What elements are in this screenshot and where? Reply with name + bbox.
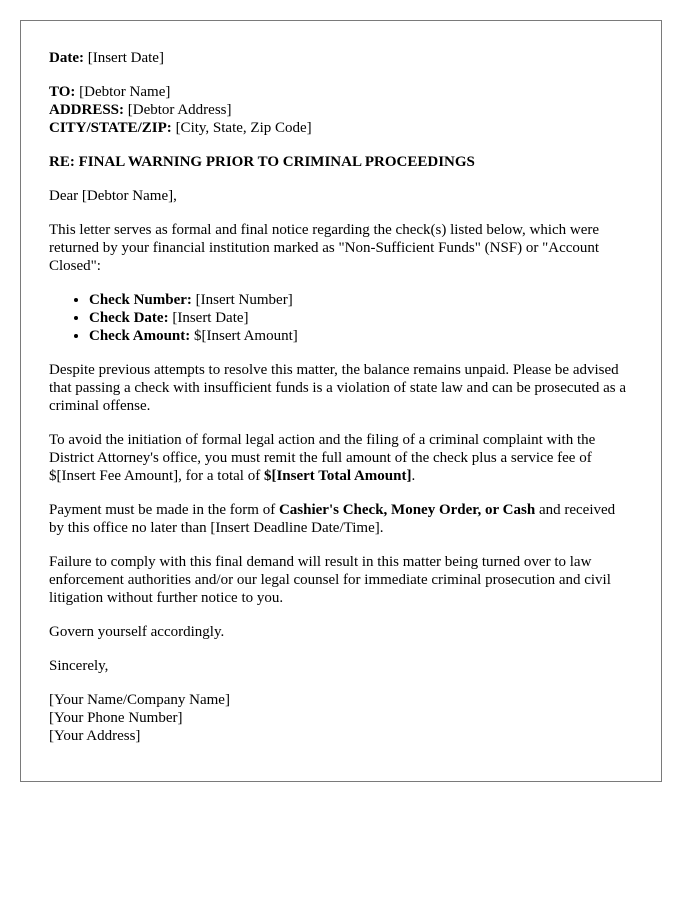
list-item (89, 309, 633, 327)
subject-line: RE: FINAL WARNING PRIOR TO CRIMINAL PROCEEDINGS (49, 154, 475, 170)
to-label: TO: (49, 84, 76, 100)
list-item (89, 291, 633, 309)
signature-block (49, 691, 633, 745)
check-amount-value: $[Insert Amount] (194, 328, 298, 344)
intro-paragraph: This letter serves as formal and final notice regarding the check(s) listed below, which were returned by your financial institution marked as "Non-Sufficient Funds" (NSF) or "Account Closed": (49, 222, 600, 274)
recipient-block (49, 83, 633, 137)
payment-text-end: and received by this office no later than [Insert Deadline Date/Time]. (49, 502, 616, 536)
signature-address: [Your Address] (49, 728, 141, 744)
avoid-action-end: . (411, 468, 416, 484)
payment-paragraph (49, 501, 633, 537)
to-value: [Debtor Name] (79, 84, 171, 100)
to-line (49, 83, 633, 101)
check-number-label: Check Number: (89, 292, 192, 308)
address-label: ADDRESS: (49, 102, 125, 118)
check-date-label: Check Date: (89, 310, 169, 326)
check-date-value: [Insert Date] (172, 310, 249, 326)
list-item (89, 327, 633, 345)
payment-text-start: Payment must be made in the form of (49, 502, 279, 518)
signature-phone: [Your Phone Number] (49, 710, 183, 726)
total-amount: $[Insert Total Amount] (263, 468, 412, 484)
check-number-value: [Insert Number] (195, 292, 293, 308)
avoid-action-paragraph (49, 431, 633, 485)
avoid-action-text: To avoid the initiation of formal legal action and the filing of a criminal complaint with the District Attorney's office, you must remit the full amount of the check plus a service fee of $[Insert Fee Amount], for a total of (49, 432, 596, 484)
signature-name: [Your Name/Company Name] (49, 692, 230, 708)
check-details-list (49, 291, 633, 345)
payment-methods: Cashier's Check, Money Order, or Cash (278, 502, 536, 518)
unpaid-paragraph: Despite previous attempts to resolve this matter, the balance remains unpaid. Please be advised that passing a check with insufficient funds is a violation of state law and can be prosecuted as a criminal offense. (49, 362, 627, 414)
address-line (49, 101, 633, 119)
city-state-zip-line (49, 119, 633, 137)
city-state-zip-label: CITY/STATE/ZIP: (49, 120, 172, 136)
date-label: Date: (49, 50, 84, 66)
city-state-zip-value: [City, State, Zip Code] (175, 120, 312, 136)
govern-line: Govern yourself accordingly. (49, 624, 225, 640)
closing: Sincerely, (49, 658, 109, 674)
letter-page (20, 20, 662, 782)
check-amount-label: Check Amount: (89, 328, 191, 344)
date-line (49, 49, 633, 67)
date-value: [Insert Date] (87, 50, 164, 66)
address-value: [Debtor Address] (127, 102, 232, 118)
salutation: Dear [Debtor Name], (49, 188, 177, 204)
failure-paragraph: Failure to comply with this final demand will result in this matter being turned over to law enforcement authorities and/or our legal counsel for immediate criminal prosecution and civil litigation without further notice to you. (49, 554, 611, 606)
